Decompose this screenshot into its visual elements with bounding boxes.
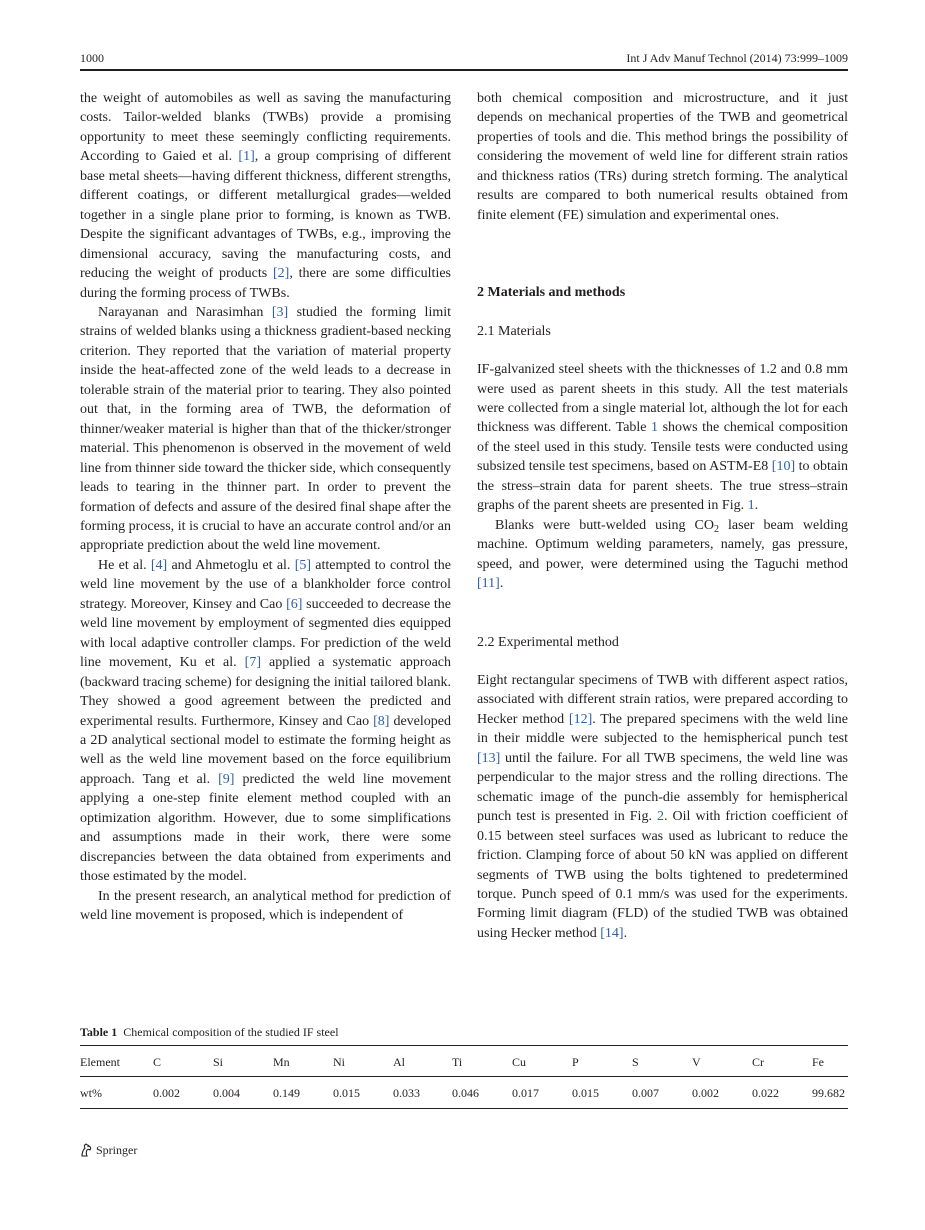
table-cell: 0.046 [452,1086,479,1100]
paragraph: In the present research, an analytical method for prediction of weld line movement is proposed, which is independent of [80,888,451,924]
table-cell: 0.017 [512,1086,539,1100]
table-cell: 0.007 [632,1086,659,1100]
table-header-cell: P [572,1055,579,1069]
table-header-cell: Element [80,1055,120,1069]
citation-link[interactable]: [8] [373,713,390,729]
table-header-cell: Si [213,1055,224,1069]
paragraph: both chemical composition and microstructure, and it just depends on mechanical properties of the TWB and geometrical properties of tools and die. This method brings the possibility of considering the movement of weld line for different strain ratios and thickness ratios (TRs) during stretch forming. The analytical results are compared to both numerical results obtained from finite element (FE) simulation and experimental ones. [477,91,848,223]
table-caption [80,1025,339,1039]
citation-link[interactable]: [4] [150,557,168,573]
table-header-cell: C [153,1055,162,1069]
section-heading: 2 Materials and methods [477,285,626,301]
table-header-cell: Ni [333,1055,345,1069]
citation-link[interactable]: [3] [271,304,289,320]
paragraph: Eight rectangular specimens of TWB with different aspect ratios, associated with different strain ratios, were prepared according to Hecker method [12]. The prepared specimens with the weld line in their middle were subjected to the hemispherical punch test [13] until the failure. For all TWB specimens, the weld line was perpendicular to the major stress and the rolling directions. The schematic image of the punch-die assembly for hemispherical punch test is presented in Fig. 2. Oil with friction coefficient of 0.15 between steel surfaces was used as lubricant to reduce the friction. Clamping force of about 50 kN was applied on different segments of TWB using the bolts tightened to predetermined torque. Punch speed of 0.1 mm/s was used for the experiments. Forming limit diagram (FLD) of the studied TWB was obtained using Hecker method [14]. [477,672,848,941]
citation-link[interactable]: [12] [568,711,593,727]
table-label: Table 1 [80,1025,118,1039]
header-rule [80,69,848,71]
table-header-rule [80,1076,848,1077]
table-cell: 0.004 [213,1086,240,1100]
subsection-heading: 2.2 Experimental method [477,634,619,650]
left-column [80,89,451,925]
table-header-cell: Ti [452,1055,463,1069]
citation-link[interactable]: [13] [477,750,501,766]
citation-link[interactable]: [2] [273,266,290,282]
figure-link[interactable]: 1 [747,498,755,514]
table-cell: 0.022 [752,1086,779,1100]
paragraph: the weight of automobiles as well as saving the manufacturing costs. Tailor-welded blanks (TWBs) provide a promising opportunity to meet these seemingly conflicting requirements. According to Gaied et al. [1], a group comprising of different base metal sheets—having different thickness, different strengths, different coatings, or different metallurgical grades—welded together in a single plane prior to forming, is known as TWB. Despite the significant advantages of TWBs, e.g., improving the dimensional accuracy, saving the manufacturing costs, and reducing the weight of products [2], there are some difficulties during the forming process of TWBs. [80,91,451,301]
publisher-name: Springer [96,1143,138,1157]
table-cell: 0.002 [692,1086,719,1100]
table-header-cell: Cu [512,1055,527,1069]
citation-link[interactable]: [10] [771,459,796,475]
table-header-cell: Fe [812,1055,824,1069]
table-cell: 0.033 [393,1086,420,1100]
citation-link[interactable]: [7] [244,655,261,671]
page-number: 1000 [80,51,104,65]
table-bottom-rule [80,1108,848,1109]
table-header-cell: Al [393,1055,405,1069]
table-cell: 0.015 [333,1086,360,1100]
paragraph: Narayanan and Narasimhan [3] studied the forming limit strains of welded blanks using a thickness gradient-based necking criterion. They reported that the variation of material property inside the heat-affected zone of the weld leads to a decrease in tolerable strain of the material prior to tearing. They also pointed out that, in the forming area of TWB, the deformation of thinner/weaker material is higher than that of the thicker/stronger material. This phenomenon is observed in the movement of weld line from thinner side toward the thicker side, which consequently leads to tearing in the thinner part. In order to prevent the formation of defects and assure of the desired final shape after the forming process, it is crucial to have an accurate control and/or an appropriate prediction about the weld line movement. [80,304,451,554]
figure-link[interactable]: 2 [657,809,664,825]
citation-link[interactable]: [1] [238,149,255,165]
citation-link[interactable]: [6] [286,596,303,612]
table-cell: 0.015 [572,1086,599,1100]
table-cell: 0.149 [273,1086,300,1100]
springer-horse-icon [80,1143,93,1157]
table-header-row [80,1054,848,1070]
table-row [80,1085,848,1101]
table-cell: 99.682 [812,1086,845,1100]
paragraph: He et al. [4] and Ahmetoglu et al. [5] attempted to control the weld line movement by the use of a blankholder force control strategy. Moreover, Kinsey and Cao [6] succeeded to decrease the weld line movement by employment of segmented dies equipped with local adaptive controller clamps. For prediction of the weld line movement, Ku et al. [7] applied a systematic approach (backward tracing scheme) for designing the initial tailored blank. They showed a good agreement between the predicted and experimental results. Furthermore, Kinsey and Cao [8] developed a 2D analytical sectional model to estimate the forming height as well as the weld line movement based on the force equilibrium approach. Tang et al. [9] predicted the weld line movement applying a one-step finite element method coupled with an optimization algorithm. However, due to some simplifications and assumptions made in their work, there were some discrepancies between the data obtained from experiments and those estimated by the model. [80,557,451,885]
paragraph: Blanks were butt-welded using $CO_2$ laser beam welding machine. Optimum welding parameters, namely, gas pressure, speed, and power, were determined using the Taguchi method [11]. [477,517,848,592]
table-header-cell: V [692,1055,701,1069]
citation-link[interactable]: [11] [477,576,500,592]
subsection-heading: 2.1 Materials [477,323,551,339]
table-header-cell: Mn [273,1055,290,1069]
table-top-rule [80,1045,848,1046]
table-link[interactable]: 1 [651,420,659,436]
table-cell: wt% [80,1086,102,1100]
journal-citation: Int J Adv Manuf Technol (2014) 73:999–1009 [626,51,848,65]
citation-link[interactable]: [9] [218,771,235,787]
citation-link[interactable]: [5] [294,557,312,573]
paragraph: IF-galvanized steel sheets with the thicknesses of 1.2 and 0.8 mm were used as parent sheets in this study. All the test materials were collected from a single material lot, although the lot for each thickness was different. Table 1 shows the chemical composition of the steel used in this study. Tensile tests were conducted using subsized tensile test specimens, based on ASTM-E8 [10] to obtain the stress–strain data for parent sheets. The true stress–strain graphs of the parent sheets are presented in Fig. 1. [477,362,849,514]
table-header-cell: S [632,1055,639,1069]
table-caption-text: Chemical composition of the studied IF steel [123,1025,339,1039]
right-column [477,89,848,943]
citation-link[interactable]: [14] [600,925,624,941]
table-cell: 0.002 [153,1086,180,1100]
table-header-cell: Cr [752,1055,764,1069]
